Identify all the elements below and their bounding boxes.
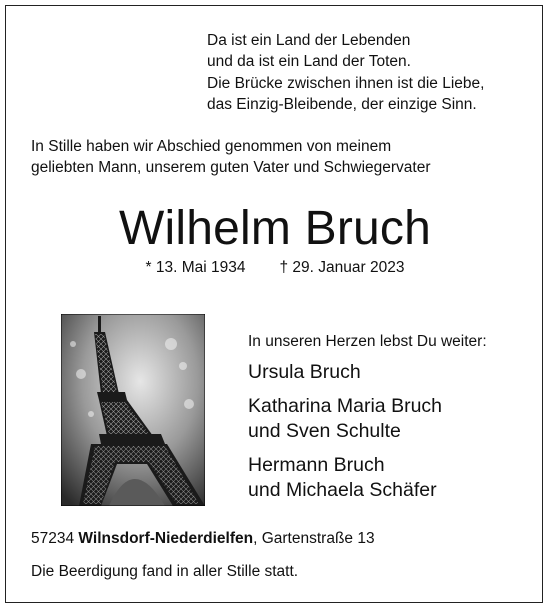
burial-notice: Die Beerdigung fand in aller Stille statt. <box>31 563 299 580</box>
address-town: Wilnsdorf-Niederdielfen <box>78 530 254 547</box>
intro-line: In Stille haben wir Abschied genommen von meinem <box>31 138 392 155</box>
mourners-list <box>248 360 442 512</box>
address <box>31 529 375 549</box>
intro-text <box>31 136 531 178</box>
poem <box>207 30 527 115</box>
life-dates <box>0 258 550 278</box>
eiffel-tower-photo <box>61 314 205 506</box>
deceased-name: Wilhelm Bruch <box>119 202 431 255</box>
poem-line: und da ist ein Land der Toten. <box>207 53 411 71</box>
poem-line: Die Brücke zwischen ihnen ist die Liebe, <box>207 74 485 92</box>
death-date: † 29. Januar 2023 <box>279 259 405 276</box>
mourner-group <box>248 394 442 444</box>
address-street: , Gartenstraße 13 <box>253 530 375 547</box>
mourner-name: Hermann Bruch <box>248 454 385 476</box>
mourner-name: und Michaela Schäfer <box>248 479 437 501</box>
mourner-name: Ursula Bruch <box>248 361 361 383</box>
mourners-heading: In unseren Herzen lebst Du weiter: <box>248 333 487 350</box>
mourner-group <box>248 360 442 385</box>
intro-line: geliebten Mann, unserem guten Vater und Schwiegervater <box>31 159 431 176</box>
mourner-name: Katharina Maria Bruch <box>248 395 443 417</box>
address-zip: 57234 <box>31 530 75 547</box>
poem-line: das Einzig-Bleibende, der einzige Sinn. <box>207 95 477 113</box>
mourner-name: und Sven Schulte <box>248 420 401 442</box>
poem-line: Da ist ein Land der Lebenden <box>207 32 411 49</box>
birth-date: * 13. Mai 1934 <box>145 259 246 276</box>
mourner-group <box>248 453 442 503</box>
